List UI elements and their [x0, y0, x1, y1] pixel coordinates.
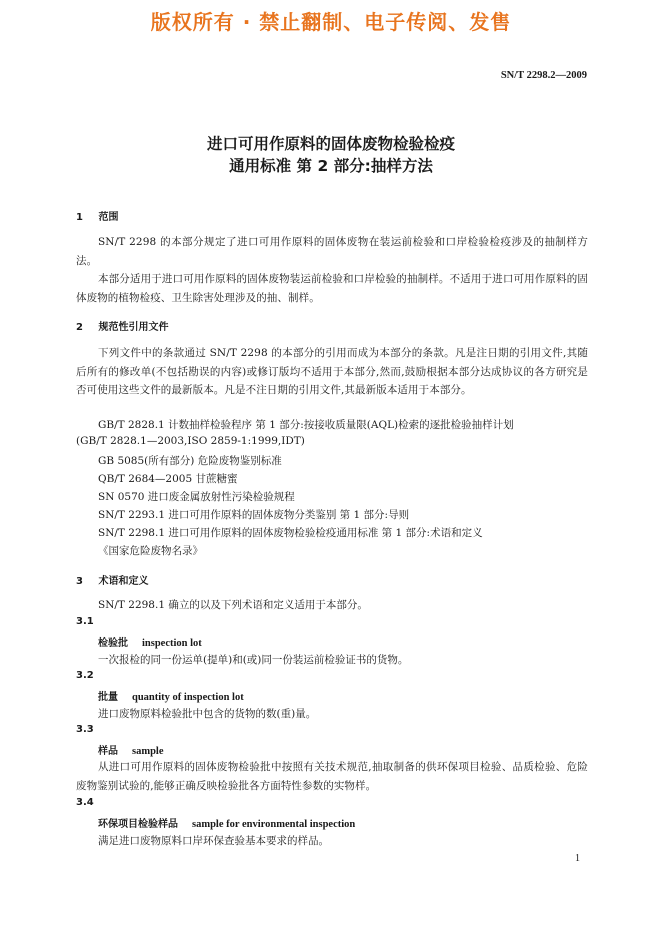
scope-paragraph-1: SN/T 2298 的本部分规定了进口可用作原料的固体废物在装运前检验和口岸检验检疫涉及的抽制样方法。 [76, 236, 588, 267]
term-en: inspection lot [142, 638, 202, 649]
term-number: 3.3 [76, 724, 94, 735]
section-2-heading [76, 318, 168, 333]
document-title-line2: 通用标准 第 2 部分:抽样方法 [229, 157, 433, 175]
section-title: 范围 [98, 212, 119, 223]
reference-item: (GB/T 2828.1—2003,ISO 2859-1:1999,IDT) [76, 435, 305, 447]
reference-item: 《国家危险废物名录》 [98, 545, 203, 557]
section-number: 1 [76, 212, 83, 223]
term-definition: 从进口可用作原料的固体废物检验批中按照有关技术规范,抽取制备的供环保项目检验、品质检验、危险废物鉴别试验的,能够正确反映检验批各方面特性参数的实物样。 [76, 761, 588, 792]
term-definition: 满足进口废物原料口岸环保查验基本要求的样品。 [98, 835, 329, 847]
term-heading [98, 742, 164, 757]
document-number: SN/T 2298.2—2009 [500, 70, 587, 81]
page-number: 1 [575, 853, 580, 864]
reference-item: QB/T 2684—2005 甘蔗糖蜜 [98, 473, 238, 485]
reference-item: GB/T 2828.1 计数抽样检验程序 第 1 部分:按接收质量限(AQL)检索的逐批检验抽样计划 [98, 419, 514, 431]
term-en: sample for environmental inspection [192, 819, 356, 830]
term-number: 3.2 [76, 670, 94, 681]
reference-item: SN 0570 进口废金属放射性污染检验规程 [98, 491, 295, 503]
term-heading [98, 815, 355, 830]
scope-paragraph-2: 本部分适用于进口可用作原料的固体废物装运前检验和口岸检验的抽制样。不适用于进口可用作原料的固体废物的植物检疫、卫生除害处理涉及的抽、制样。 [76, 273, 588, 304]
terms-intro: SN/T 2298.1 确立的以及下列术语和定义适用于本部分。 [98, 599, 368, 611]
section-title: 术语和定义 [98, 576, 149, 587]
document-title-line1: 进口可用作原料的固体废物检验检疫 [206, 135, 455, 153]
section-3-heading [76, 572, 148, 587]
term-zh: 批量 [98, 692, 118, 703]
section-number: 2 [76, 322, 83, 333]
term-en: quantity of inspection lot [132, 692, 244, 703]
reference-item: SN/T 2298.1 进口可用作原料的固体废物检验检疫通用标准 第 1 部分:术语和定义 [98, 527, 483, 539]
term-definition: 进口废物原料检验批中包含的货物的数(重)量。 [98, 708, 317, 720]
term-heading [98, 688, 244, 703]
term-heading [98, 634, 202, 649]
term-en: sample [132, 746, 164, 757]
term-definition: 一次报检的同一份运单(提单)和(或)同一份装运前检验证书的货物。 [98, 654, 409, 666]
reference-item: GB 5085(所有部分) 危险废物鉴别标准 [98, 455, 282, 467]
term-number: 3.1 [76, 616, 94, 627]
section-title: 规范性引用文件 [98, 322, 169, 333]
term-number: 3.4 [76, 797, 94, 808]
term-zh: 环保项目检验样品 [98, 819, 178, 830]
term-zh: 检验批 [98, 638, 128, 649]
section-number: 3 [76, 576, 83, 587]
copyright-banner: 版权所有 · 禁止翻制、电子传阅、发售 [150, 10, 512, 34]
term-zh: 样品 [98, 746, 118, 757]
reference-item: SN/T 2293.1 进口可用作原料的固体废物分类鉴别 第 1 部分:导则 [98, 509, 410, 521]
section-1-heading [76, 208, 118, 223]
references-intro-paragraph: 下列文件中的条款通过 SN/T 2298 的本部分的引用而成为本部分的条款。凡是注日期的引用文件,其随后所有的修改单(不包括勘误的内容)或修订版均不适用于本部分,然而,鼓励根据本部分达成协议的各方研究是否可使用这些文件的最新版本。凡是不注日期的引用文件,其最新版本适用于本部分。 [76, 347, 588, 397]
